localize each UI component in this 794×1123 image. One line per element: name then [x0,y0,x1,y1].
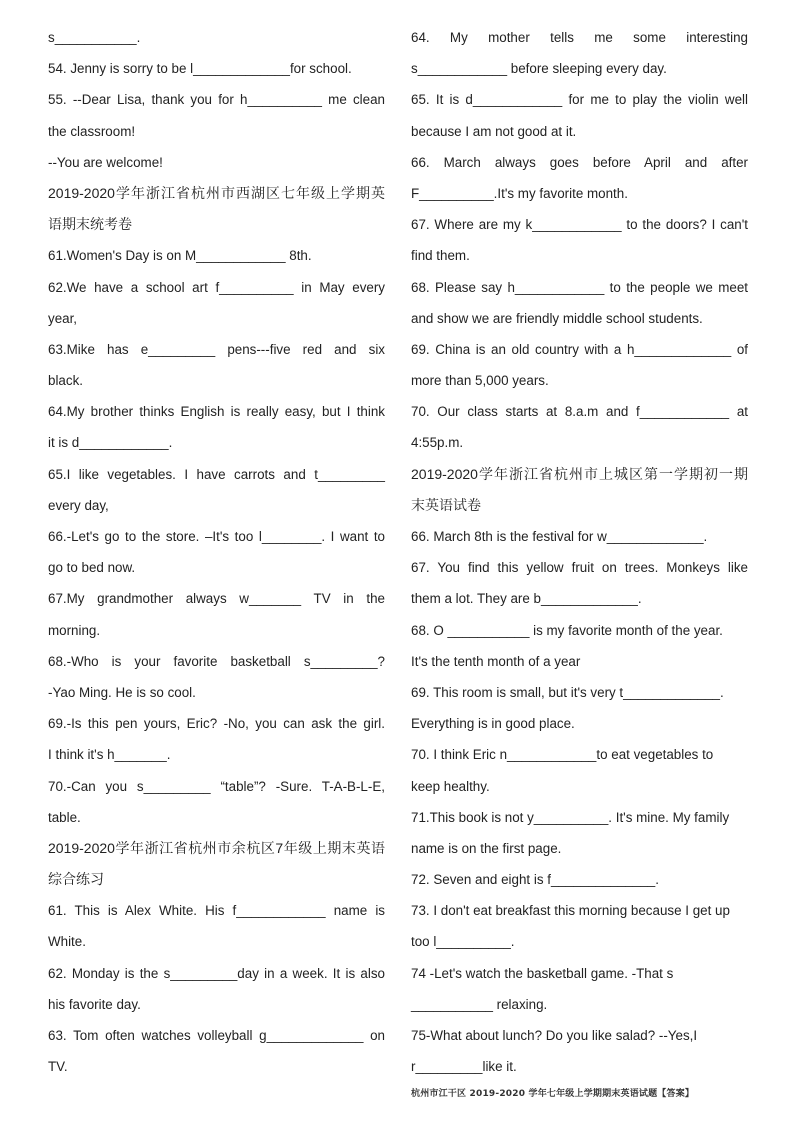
exercise-line: black. [48,373,83,389]
exercise-line: s____________ before sleeping every day. [411,61,667,77]
section-heading-line: 语期末统考卷 [48,216,132,233]
exercise-line: his favorite day. [48,996,141,1012]
exercise-line: 69. This room is small, but it's very t_____________. [411,684,724,700]
exercise-line: 67. You find this yellow fruit on trees. Monkeys like [411,560,748,576]
exercise-line: 63. Tom often watches volleyball g_____________ on [48,1028,385,1043]
exercise-line: 62. Monday is the s_________day in a week. It is also [48,965,385,981]
left-column [48,27,385,1087]
exercise-line: 54. Jenny is sorry to be l_____________for school. [48,61,352,77]
exercise-line: -Yao Ming. He is so cool. [48,684,196,700]
exercise-line: 61.Women's Day is on M____________ 8th. [48,248,312,264]
exercise-line: 65.I like vegetables. I have carrots and t_________ [48,466,385,482]
exercise-line: 62.We have a school art f__________ in May every [48,279,385,295]
exercise-line: 66. March 8th is the festival for w_____________. [411,529,708,544]
exercise-line: --You are welcome! [48,154,163,170]
exercise-line: TV. [48,1059,68,1075]
exercise-line: 68. O ___________ is my favorite month of the year. [411,622,723,638]
section-heading-line: 2019-2020学年浙江省杭州市上城区第一学期初一期 [411,465,748,482]
right-column [411,27,748,1087]
exercise-line: Everything is in good place. [411,716,575,732]
exercise-line: 72. Seven and eight is f______________. [411,872,659,888]
exercise-line: 70.-Can you s_________ “table”? -Sure. T-A-B-L-E, [48,778,385,794]
exercise-line: 68.-Who is your favorite basketball s_________? [48,653,385,669]
exercise-line: every day, [48,497,109,513]
exercise-line: 67. Where are my k____________ to the doors? I can't [411,217,748,233]
exercise-line: 73. I don't eat breakfast this morning because I get up [411,903,730,919]
exercise-line: 70. Our class starts at 8.a.m and f____________ at [411,404,748,420]
exercise-line: I think it's h_______. [48,747,171,763]
exercise-line: more than 5,000 years. [411,373,549,389]
exercise-line: and show we are friendly middle school students. [411,310,703,326]
exercise-line: 55. --Dear Lisa, thank you for h__________ me clean [48,92,385,108]
exercise-line: table. [48,809,81,825]
exercise-line: s___________. [48,30,141,45]
exercise-line: 69.-Is this pen yours, Eric? -No, you can ask the girl. [48,716,385,732]
exercise-line: 4:55p.m. [411,435,464,451]
exercise-line: year, [48,310,78,326]
exercise-line: go to bed now. [48,560,136,576]
exercise-line: morning. [48,622,101,638]
exercise-line: find them. [411,248,470,264]
exercise-line: 69. China is an old country with a h_____________ of [411,341,748,357]
exercise-line: it is d____________. [48,435,173,451]
exercise-line: name is on the first page. [411,840,562,856]
exercise-line: the classroom! [48,123,136,139]
section-heading-line: 末英语试卷 [411,496,481,513]
exercise-line: 61. This is Alex White. His f____________ name is [48,903,385,919]
section-heading-line: 综合练习 [48,871,104,888]
exercise-line: because I am not good at it. [411,123,577,139]
exercise-line: 65. It is d____________ for me to play the violin well [411,92,748,108]
exercise-line: 74 -Let's watch the basketball game. -That s [411,965,674,981]
exercise-line: 67.My grandmother always w_______ TV in the [48,591,385,607]
exercise-line: 70. I think Eric n____________to eat vegetables to [411,747,714,763]
exercise-line: 66.-Let's go to the store. –It's too l________. I want to [48,529,385,544]
exercise-line: It's the tenth month of a year [411,653,581,669]
exercise-line: ___________ relaxing. [411,996,548,1012]
exercise-line: F__________.It's my favorite month. [411,185,628,201]
exercise-line: White. [48,934,86,950]
exercise-line: keep healthy. [411,778,490,794]
exercise-line: r_________like it. [411,1059,517,1075]
exercise-line: 63.Mike has e_________ pens---five red and six [48,341,385,357]
exercise-line: 66. March always goes before April and after [411,154,748,170]
exercise-line: 64. My mother tells me some interesting [411,30,748,45]
exercise-line: 64.My brother thinks English is really easy, but I think [48,404,385,420]
exercise-line: 68. Please say h____________ to the people we meet [411,279,748,295]
exercise-line: 71.This book is not y__________. It's mine. My family [411,809,730,825]
exercise-line: them a lot. They are b_____________. [411,591,642,607]
exercise-line: too l__________. [411,934,515,950]
section-heading-line: 2019-2020学年浙江省杭州市余杭区7年级上期末英语 [48,839,385,856]
section-heading-line: 2019-2020学年浙江省杭州市西湖区七年级上学期英 [48,184,385,201]
exercise-line: 75-What about lunch? Do you like salad? --Yes,I [411,1028,698,1043]
page-footer: 杭州市江干区 2019-2020 学年七年级上学期期末英语试题【答案】 [411,1089,695,1099]
